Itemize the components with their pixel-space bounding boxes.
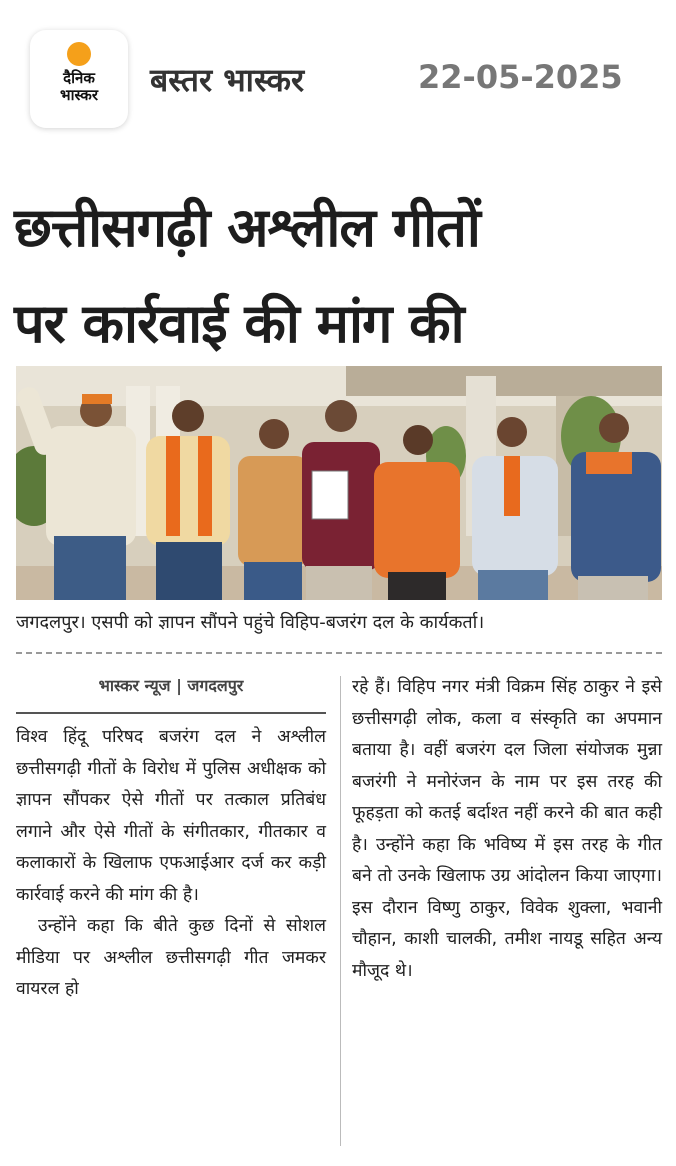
- logo-line1: दैनिक: [63, 69, 95, 87]
- news-photo: [16, 366, 662, 600]
- group-photo-illustration: [16, 366, 662, 600]
- edition-name: बस्तर भास्कर: [150, 61, 305, 99]
- section-divider: [16, 652, 662, 654]
- logo-line2: भास्कर: [60, 86, 98, 104]
- article-column-right: [352, 672, 662, 987]
- byline: भास्कर न्यूज | जगदलपुर: [98, 676, 244, 695]
- headline-line2: पर कार्रवाई की मांग की: [14, 292, 464, 355]
- dainik-bhaskar-logo: [30, 30, 128, 128]
- headline-line1: छत्तीसगढ़ी अश्लील गीतों: [14, 196, 480, 259]
- article-paragraph-2: उन्होंने कहा कि बीते कुछ दिनों से सोशल मीडिया पर अश्लील छत्तीसगढ़ी गीत जमकर वायरल हो: [16, 916, 326, 999]
- article-column-left: [16, 672, 326, 1006]
- page-header: [0, 0, 676, 150]
- column-divider: [340, 676, 341, 1146]
- sun-icon: [67, 42, 91, 66]
- logo-text: [30, 70, 128, 104]
- article-paragraph-3: रहे हैं। विहिप नगर मंत्री विक्रम सिंह ठाकुर ने इसे छत्तीसगढ़ी लोक, कला व संस्कृति का अपमान बताया है। वहीं बजरंग दल जिला संयोजक मुन्ना बजरंगी ने मनोरंजन के नाम पर इस तरह की फूहड़ता को कतई बर्दाश्त नहीं करने की बात कही है। उन्होंने कहा कि भविष्य में इस तरह के गीत बने तो उनके खिलाफ उग्र आंदोलन किया जाएगा। इस दौरान विष्णु ठाकुर, विवेक शुक्ला, भवानी चौहान, काशी चालकी, तमीश नायडू सहित अन्य मौजूद थे।: [352, 677, 662, 981]
- byline-underline: [16, 712, 326, 714]
- article-paragraph-1: विश्व हिंदू परिषद बजरंग दल ने अश्लील छत्तीसगढ़ी गीतों के विरोध में पुलिस अधीक्षक को ज्ञापन सौंपकर ऐसे गीतों पर तत्काल प्रतिबंध लगाने और ऐसे गीतों के संगीतकार, गीतकार व कलाकारों के खिलाफ एफआईआर दर्ज कर कड़ी कार्रवाई करने की मांग की है।: [16, 727, 326, 905]
- photo-caption: जगदलपुर। एसपी को ज्ञापन सौंपने पहुंचे विहिप-बजरंग दल के कार्यकर्ता।: [16, 612, 485, 633]
- headline: [14, 180, 664, 372]
- publication-date: 22-05-2025: [418, 58, 623, 96]
